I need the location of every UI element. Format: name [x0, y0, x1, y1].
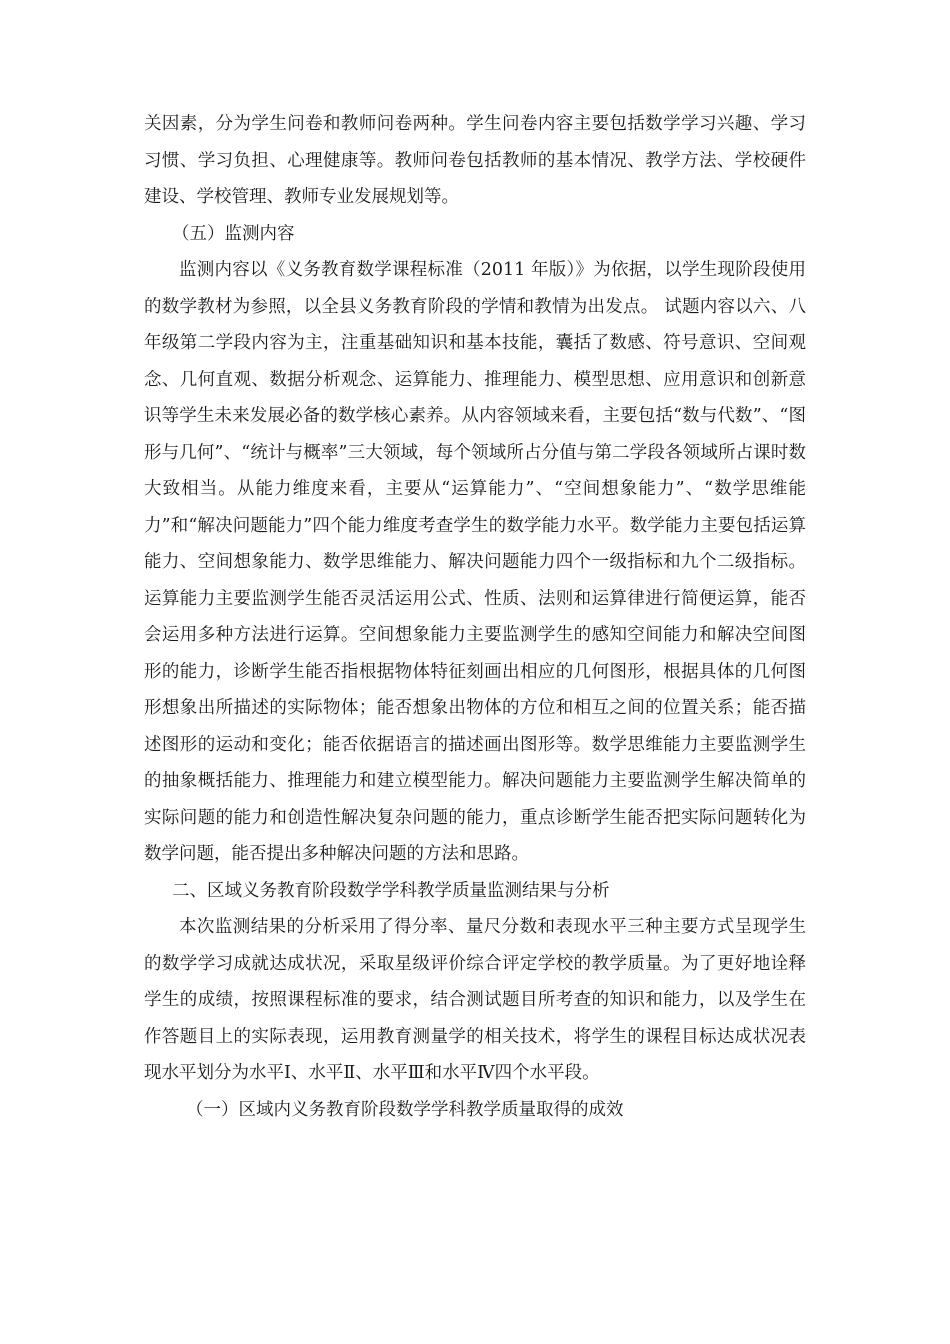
paragraph-monitoring-content: 监测内容以《义务教育数学课程标准（2011 年版）》为依据，以学生现阶段使用的数学教材为参照，以全县义务教育阶段的学情和教情为出发点。 试题内容以六、八年级第二学段内容为主，注重基础知识和基本技能，囊括了数感、符号意识、空间观念、几何直观、数据分析观念、运算能力、推理能力、模型思想、应用意识和创新意识等学生未来发展必备的数学核心素养。从内容领域来看，主要包括“数与代数”、“图形与几何”、“统计与概率”三大领域，每个领域所占分值与第二学段各领域所占课时数大致相当。从能力维度来看，主要从“运算能力”、“空间想象能力”、“数学思维能力”和“解决问题能力”四个能力维度考查学生的数学能力水平。数学能力主要包括运算能力、空间想象能力、数学思维能力、解决问题能力四个一级指标和九个二级指标。运算能力主要监测学生能否灵活运用公式、性质、法则和运算律进行简便运算，能否会运用多种方法进行运算。空间想象能力主要监测学生的感知空间能力和解决空间图形的能力，诊断学生能否指根据物体特征刻画出相应的几何图形，根据具体的几何图形想象出所描述的实际物体；能否想象出物体的方位和相互之间的位置关系；能否描述图形的运动和变化；能否依据语言的描述画出图形等。数学思维能力主要监测学生的抽象概括能力、推理能力和建立模型能力。解决问题能力主要监测学生解决简单的实际问题的能力和创造性解决复杂问题的能力，重点诊断学生能否把实际问题转化为数学问题，能否提出多种解决问题的方法和思路。	[144, 260, 806, 864]
section-heading-achievements: （一）区域内义务教育阶段数学学科教学质量取得的成效	[186, 1099, 624, 1120]
paragraph-questionnaire: 关因素，分为学生问卷和教师问卷两种。学生问卷内容主要包括数学学习兴趣、学习习惯、学习负担、心理健康等。教师问卷包括教师的基本情况、教学方法、学校硬件建设、学校管理、教师专业发展规划等。	[144, 114, 806, 207]
document-page	[144, 106, 806, 1128]
section-heading-results-analysis: 二、区域义务教育阶段数学学科教学质量监测结果与分析	[172, 880, 610, 901]
paragraph-results-method: 本次监测结果的分析采用了得分率、量尺分数和表现水平三种主要方式呈现学生的数学学习成就达成状况，采取星级评价综合评定学校的教学质量。为了更好地诠释学生的成绩，按照课程标准的要求，结合测试题目所考查的知识和能力，以及学生在作答题目上的实际表现，运用教育测量学的相关技术，将学生的课程目标达成状况表现水平划分为水平Ⅰ、水平Ⅱ、水平Ⅲ和水平Ⅳ四个水平段。	[144, 917, 806, 1083]
section-heading-monitoring-content: （五）监测内容	[172, 223, 295, 244]
